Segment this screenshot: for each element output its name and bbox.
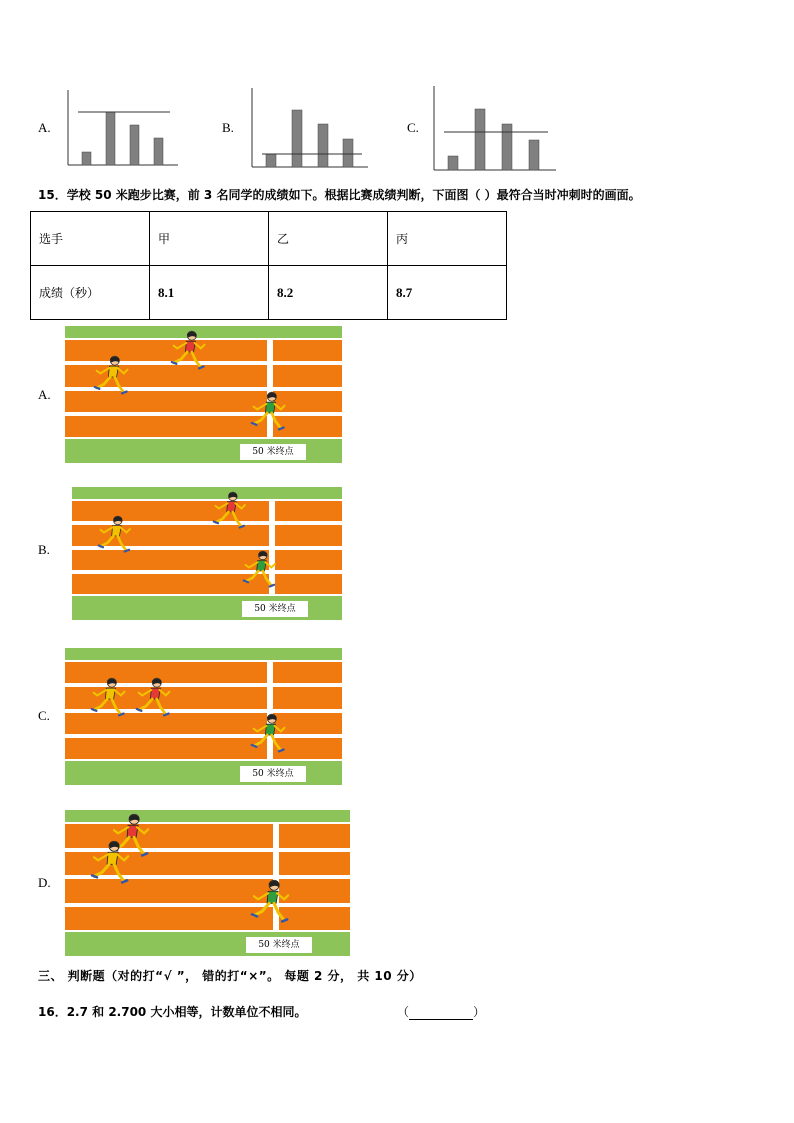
track-option-c-label: C. bbox=[38, 708, 50, 723]
option-a-label: A. bbox=[38, 120, 51, 135]
track-lane bbox=[72, 574, 269, 594]
runner-figure bbox=[135, 677, 171, 717]
track-lane bbox=[65, 738, 267, 759]
bar bbox=[502, 124, 512, 170]
scores-table bbox=[30, 211, 507, 320]
option-b-chart bbox=[246, 88, 372, 170]
table-cell: 8.7 bbox=[388, 266, 507, 320]
runner-figure bbox=[90, 840, 130, 885]
option-b-label: B. bbox=[222, 120, 234, 135]
table-row bbox=[31, 212, 507, 266]
track-option-a-label: A. bbox=[38, 387, 51, 402]
question-16-text: 16．2.7 和 2.700 大小相等，计数单位不相同。 bbox=[38, 1005, 307, 1019]
finish-line-label: 50 米终点 bbox=[242, 601, 308, 617]
track-lane bbox=[273, 340, 342, 361]
table-cell: 成绩（秒） bbox=[31, 266, 150, 320]
track-scene-c bbox=[65, 648, 342, 785]
track-scene-d bbox=[65, 810, 350, 956]
table-cell: 8.1 bbox=[150, 266, 269, 320]
bar bbox=[154, 138, 163, 165]
runner-figure bbox=[97, 515, 132, 553]
finish-line-label: 50 米终点 bbox=[246, 937, 312, 953]
track-lane bbox=[65, 907, 273, 931]
bar bbox=[292, 110, 302, 167]
question-15-text: 15．学校 50 米跑步比赛，前 3 名同学的成绩如下。根据比赛成绩判断，下面图（ ）最符合当时冲刺时的画面。 bbox=[38, 188, 641, 202]
track-lane bbox=[275, 550, 342, 570]
track-lane bbox=[275, 501, 342, 521]
track-option-d-label: D. bbox=[38, 875, 51, 890]
finish-line-label: 50 米终点 bbox=[240, 766, 306, 782]
track-lane bbox=[273, 687, 342, 708]
table-cell: 8.2 bbox=[269, 266, 388, 320]
bar bbox=[106, 112, 115, 165]
bar bbox=[448, 156, 458, 170]
track-lane bbox=[279, 852, 350, 876]
track-lane bbox=[273, 662, 342, 683]
bar bbox=[343, 139, 353, 167]
paren-close: ） bbox=[473, 1005, 486, 1019]
runner-figure bbox=[242, 550, 277, 588]
section-3-heading: 三、 判断题（对的打“√ ”， 错的打“×”。 每题 2 分， 共 10 分） bbox=[38, 969, 422, 983]
track-lane bbox=[275, 525, 342, 545]
option-a-chart bbox=[62, 88, 182, 168]
runner-figure bbox=[93, 355, 129, 395]
bar bbox=[266, 154, 276, 167]
paren-open: （ bbox=[397, 1005, 410, 1019]
answer-blank[interactable] bbox=[409, 1007, 473, 1020]
bar bbox=[82, 152, 91, 165]
table-row bbox=[31, 266, 507, 320]
track-lane bbox=[275, 574, 342, 594]
option-c-chart bbox=[430, 86, 558, 172]
bar bbox=[318, 124, 328, 167]
table-cell: 选手 bbox=[31, 212, 150, 266]
track-lane bbox=[279, 824, 350, 848]
runner-figure bbox=[170, 330, 206, 370]
bar bbox=[130, 125, 139, 165]
track-scene-b bbox=[72, 487, 342, 620]
question-16-answer bbox=[397, 1004, 485, 1020]
option-c-label: C. bbox=[407, 120, 419, 135]
bar bbox=[475, 109, 485, 170]
runner-figure bbox=[212, 491, 247, 529]
finish-line-label: 50 米终点 bbox=[240, 444, 306, 460]
table-cell: 乙 bbox=[269, 212, 388, 266]
table-cell: 甲 bbox=[150, 212, 269, 266]
runner-figure bbox=[250, 391, 286, 431]
table-cell: 丙 bbox=[388, 212, 507, 266]
runner-figure bbox=[90, 677, 126, 717]
runner-figure bbox=[250, 879, 290, 924]
track-lane bbox=[273, 365, 342, 386]
track-scene-a bbox=[65, 326, 342, 463]
runner-figure bbox=[250, 713, 286, 753]
bar bbox=[529, 140, 539, 170]
track-lane bbox=[65, 416, 267, 437]
track-option-b-label: B. bbox=[38, 542, 50, 557]
